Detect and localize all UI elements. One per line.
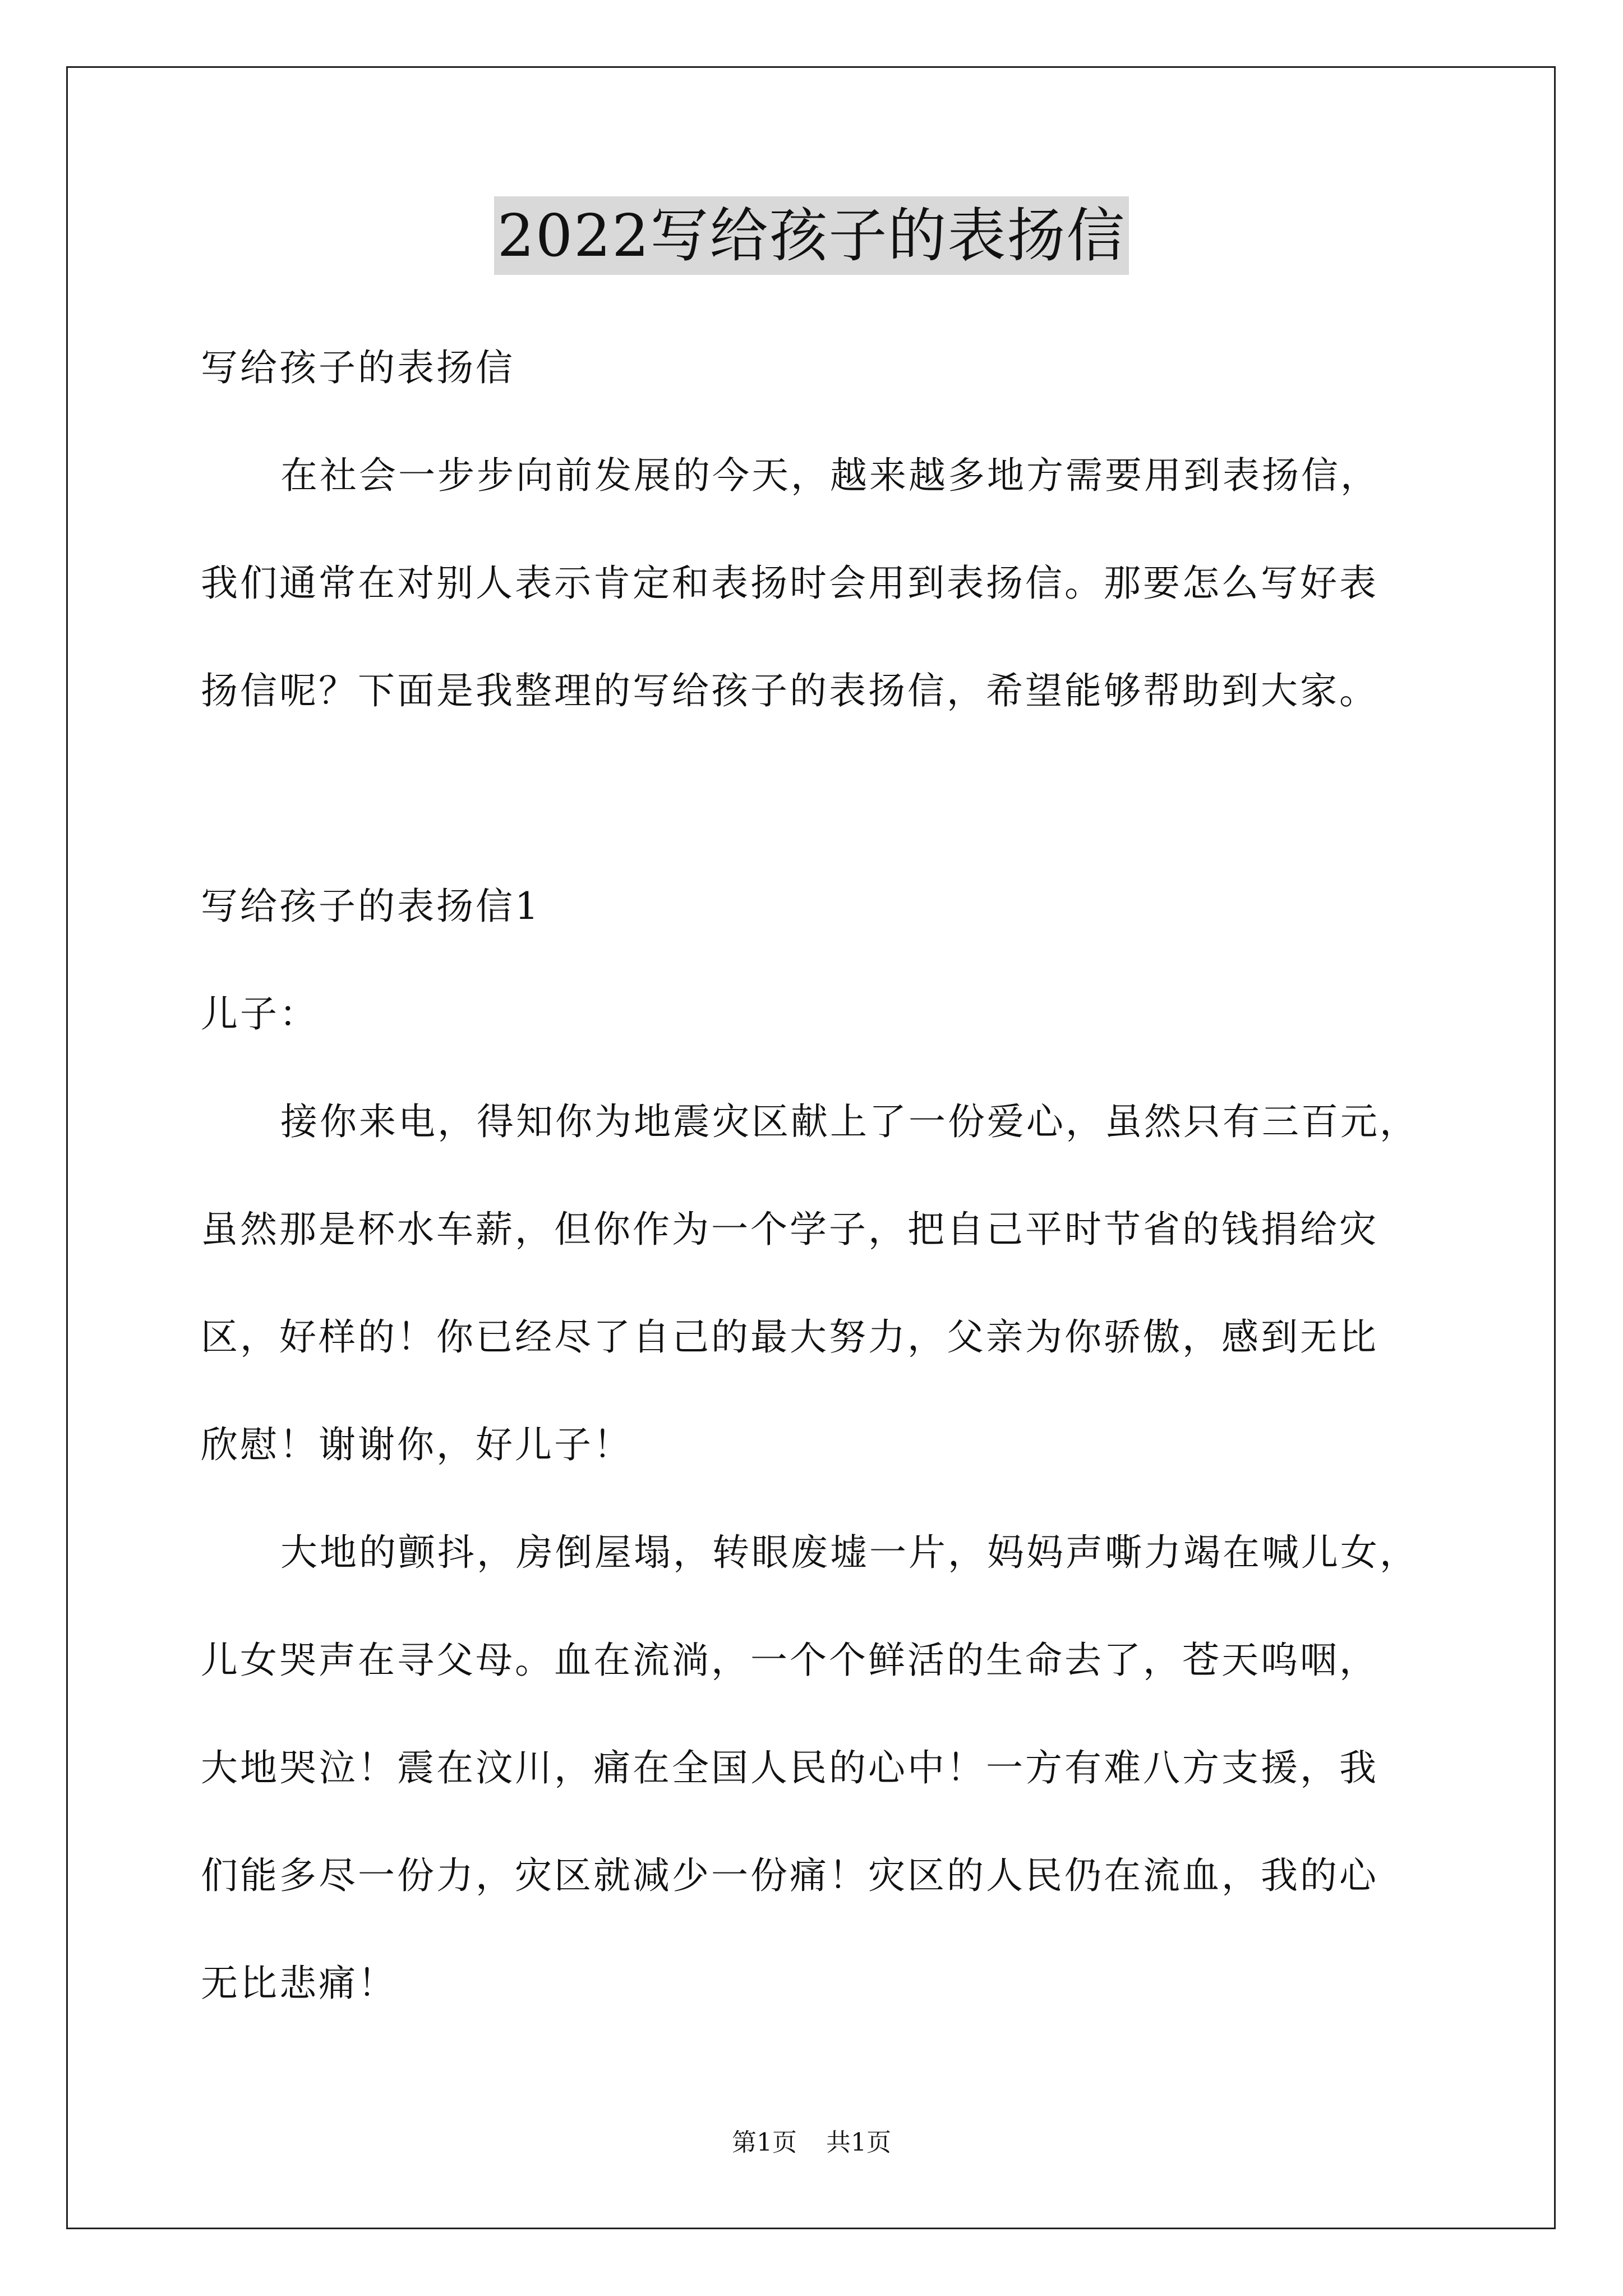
paragraph1-line: 欣慰！谢谢你，好儿子！ <box>201 1423 633 1466</box>
intro-line: 我们通常在对别人表示肯定和表扬时会用到表扬信。那要怎么写好表 <box>201 562 1378 605</box>
intro-line: 扬信呢？下面是我整理的写给孩子的表扬信，希望能够帮助到大家。 <box>201 669 1378 712</box>
paragraph1-line: 区，好样的！你已经尽了自己的最大努力，父亲为你骄傲，感到无比 <box>201 1315 1378 1359</box>
paragraph1-line: 接你来电，得知你为地震灾区献上了一份爱心，虽然只有三百元， <box>280 1100 1419 1143</box>
title-container <box>0 196 1623 275</box>
paragraph2-line: 大地的颤抖，房倒屋塌，转眼废墟一片，妈妈声嘶力竭在喊儿女， <box>280 1531 1419 1574</box>
salutation: 儿子： <box>201 992 319 1036</box>
section-title: 写给孩子的表扬信1 <box>201 885 541 928</box>
paragraph2-line: 大地哭泣！震在汶川，痛在全国人民的心中！一方有难八方支援，我 <box>201 1746 1378 1789</box>
paragraph2-line: 儿女哭声在寻父母。血在流淌，一个个鲜活的生命去了，苍天呜咽， <box>201 1639 1378 1682</box>
page-total: 共1页 <box>826 2128 891 2157</box>
blank-line <box>201 745 1446 853</box>
paragraph2-line: 无比悲痛！ <box>201 1962 397 2005</box>
heading: 写给孩子的表扬信 <box>201 346 515 389</box>
document-body <box>201 314 1446 2037</box>
page-number: 第1页 <box>732 2128 797 2157</box>
intro-line: 在社会一步步向前发展的今天，越来越多地方需要用到表扬信， <box>280 454 1380 497</box>
paragraph2-line: 们能多尽一份力，灾区就减少一份痛！灾区的人民仍在流血，我的心 <box>201 1854 1378 1897</box>
page-footer <box>0 2126 1623 2160</box>
document-title: 2022写给孩子的表扬信 <box>494 196 1129 275</box>
paragraph1-line: 虽然那是杯水车薪，但你作为一个学子，把自己平时节省的钱捐给灾 <box>201 1208 1378 1251</box>
